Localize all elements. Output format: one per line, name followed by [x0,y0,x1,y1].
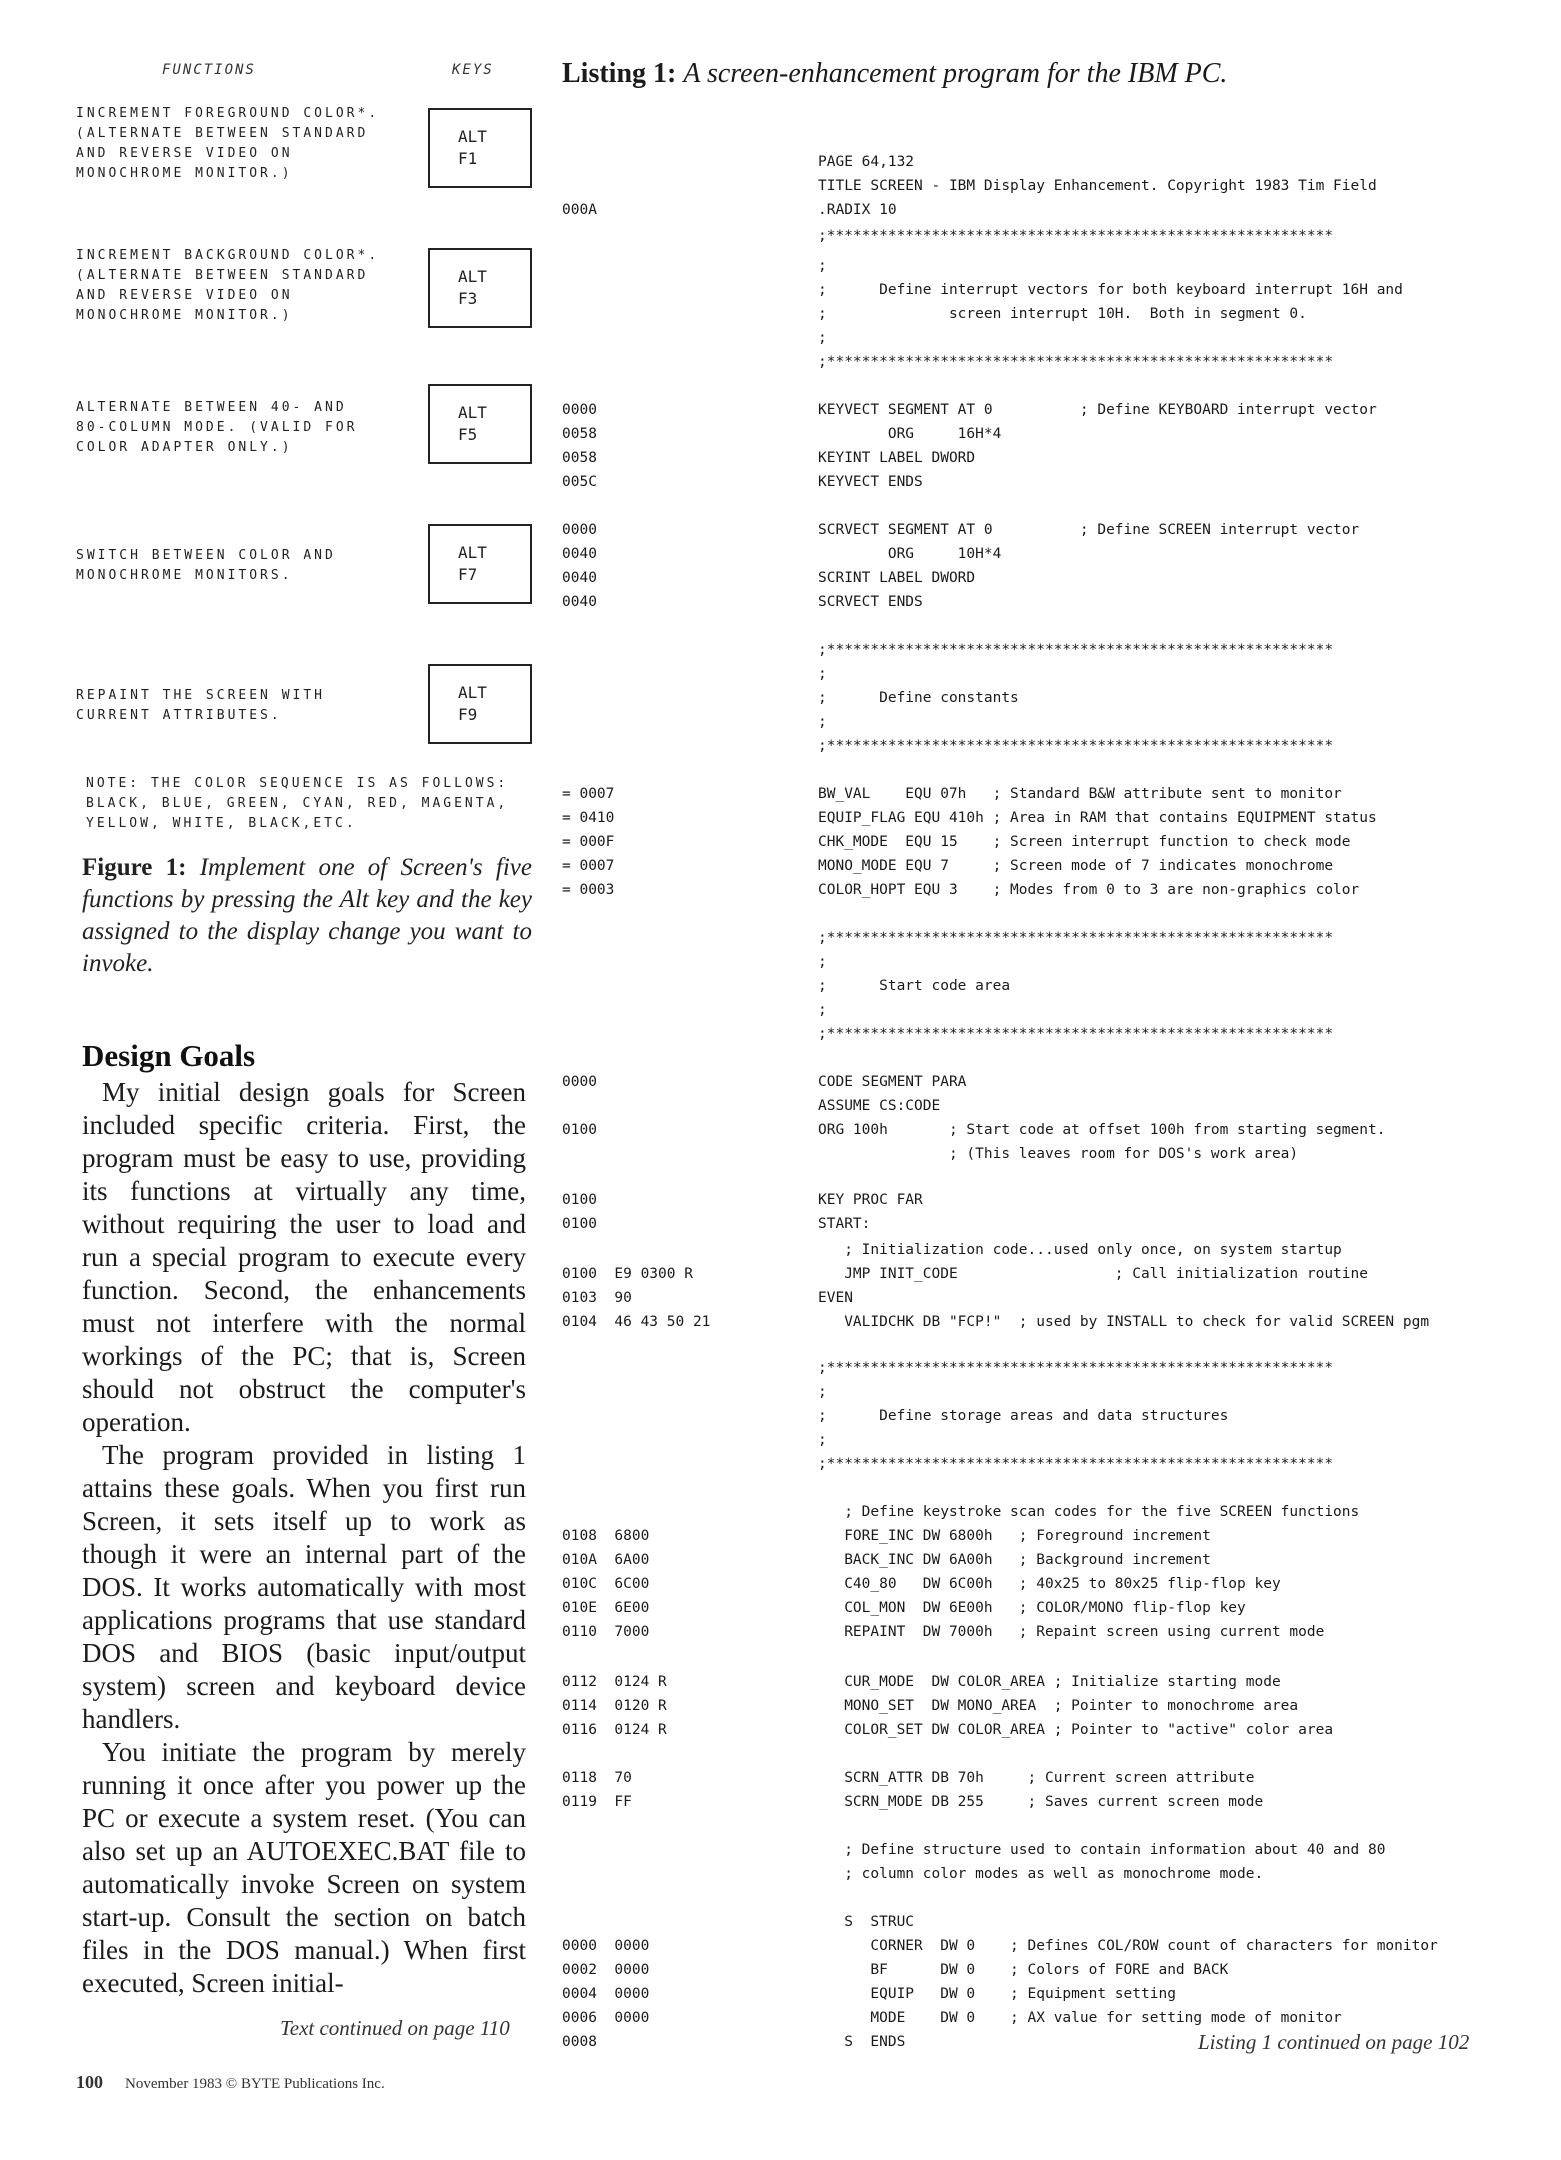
listing-address: 0000 [562,1074,597,1090]
listing-source-line: ;********************************************************** [818,642,1334,658]
key-label: ALT F1 [458,127,487,168]
alt-f9-key [428,664,532,744]
note-label: NOTE: [86,776,141,791]
listing-source-line: ; Initialization code...used only once, on system startup [818,1242,1342,1258]
listing-title-text: A screen-enhancement program for the IBM PC. [683,58,1228,89]
listing-source-line: ; Define keystroke scan codes for the five SCREEN functions [818,1504,1360,1520]
listing-source-line: CORNER DW 0 ; Defines COL/ROW count of characters for monitor [818,1938,1438,1954]
listing-source-line: ; (This leaves room for DOS's work area) [818,1146,1299,1162]
listing-address: 000A [562,202,597,218]
listing-address: 0116 0124 R [562,1722,667,1738]
functions-column-header: FUNCTIONS [162,62,256,78]
listing-source-line: MONO_MODE EQU 7 ; Screen mode of 7 indicates monochrome [818,858,1334,874]
caption-label: Figure 1: [82,854,187,881]
listing-address: 0100 [562,1192,597,1208]
listing-address: 010C 6C00 [562,1576,650,1592]
listing-source-line: START: [818,1216,871,1232]
listing-source-line: S ENDS [818,2034,906,2050]
page-number: 100 [76,2072,103,2092]
listing-source-line: S STRUC [818,1914,915,1930]
listing-address: 010E 6E00 [562,1600,650,1616]
listing-source-line: ; [818,330,827,346]
listing-source-line: KEYINT LABEL DWORD [818,450,976,466]
listing-source-line: EVEN [818,1290,853,1306]
listing-source-line: ;********************************************************** [818,930,1334,946]
paragraph: You initiate the program by merely running it once after you power up the PC or execute a system reset. (You can also set up an AUTOEXEC.BAT file to automatically invoke Screen on system start-up. Consult the section on batch files in the DOS manual.) When first executed, Screen initial- [82,1737,526,1998]
function-switch-monitor-text: SWITCH BETWEEN COLOR AND MONOCHROME MONITORS. [76,548,336,583]
page-footer [76,2072,385,2093]
alt-f1-key [428,108,532,188]
listing-source-line: C40_80 DW 6C00h ; 40x25 to 80x25 flip-flop key [818,1576,1281,1592]
listing-source-line: ; [818,954,827,970]
listing-source-line: SCRN_ATTR DB 70h ; Current screen attribute [818,1770,1255,1786]
listing-address: 0040 [562,594,597,610]
listing-source-line: ; [818,666,827,682]
listing-source-line: PAGE 64,132 [818,154,915,170]
listing-source-line: .RADIX 10 [818,202,897,218]
listing-address: 0108 6800 [562,1528,650,1544]
function-repaint-text: REPAINT THE SCREEN WITH CURRENT ATTRIBUTES. [76,688,326,723]
listing-source-line: CODE SEGMENT PARA [818,1074,967,1090]
listing-address: 0100 [562,1122,597,1138]
key-label: ALT F5 [458,403,487,444]
listing-source-line: FORE_INC DW 6800h ; Foreground increment [818,1528,1211,1544]
note-text: THE COLOR SEQUENCE IS AS FOLLOWS: BLACK, BLUE, GREEN, CYAN, RED, MAGENTA, YELLOW, WHITE, BLACK,ETC. [86,776,509,831]
listing-source-line: ORG 16H*4 [818,426,1002,442]
listing-source-line: ; [818,1002,827,1018]
listing-address: 0100 [562,1216,597,1232]
listing-address: 0006 0000 [562,2010,650,2026]
listing-source-line: COLOR_HOPT EQU 3 ; Modes from 0 to 3 are non-graphics color [818,882,1360,898]
listing-address: 0100 E9 0300 R [562,1266,693,1282]
listing-source-line: SCRINT LABEL DWORD [818,570,976,586]
listing-source-line: ;********************************************************** [818,1456,1334,1472]
article-body [82,1076,526,2000]
listing-address: 0000 0000 [562,1938,650,1954]
listing-source-line: ; Define storage areas and data structures [818,1408,1229,1424]
listing-address: 0058 [562,426,597,442]
listing-source-line: TITLE SCREEN - IBM Display Enhancement. Copyright 1983 Tim Field [818,178,1377,194]
listing-source-line: KEY PROC FAR [818,1192,923,1208]
listing-address: = 000F [562,834,615,850]
listing-source-line: BF DW 0 ; Colors of FORE and BACK [818,1962,1229,1978]
paragraph: The program provided in listing 1 attains these goals. When you first run Screen, it sets itself up to work as though it were an internal part of the DOS. It works automatically with most applications programs that use standard DOS and BIOS (basic input/output system) screen and keyboard device handlers. [82,1440,526,1734]
listing-address: 0040 [562,546,597,562]
listing-source-line: EQUIP DW 0 ; Equipment setting [818,1986,1176,2002]
keys-column-header: KEYS [452,62,494,78]
listing-address: 0004 0000 [562,1986,650,2002]
listing-source-line: SCRN_MODE DB 255 ; Saves current screen mode [818,1794,1264,1810]
listing-source-line: ASSUME CS:CODE [818,1098,941,1114]
listing-title [562,58,1227,90]
listing-continued-note: Listing 1 continued on page 102 [1198,2030,1470,2054]
function-background-text: INCREMENT BACKGROUND COLOR*. (ALTERNATE BETWEEN STANDARD AND REVERSE VIDEO ON MONOCHROME MONITOR.) [76,248,380,323]
listing-source-line: CUR_MODE DW COLOR_AREA ; Initialize starting mode [818,1674,1281,1690]
listing-address: = 0007 [562,786,615,802]
key-label: ALT F9 [458,683,487,724]
key-label: ALT F3 [458,267,487,308]
listing-source-line: JMP INIT_CODE ; Call initialization routine [818,1266,1368,1282]
listing-address: 005C [562,474,597,490]
listing-address: 0040 [562,570,597,586]
listing-source-line: ; Define structure used to contain information about 40 and 80 [818,1842,1386,1858]
listing-source-line: ; [818,258,827,274]
listing-address: 0002 0000 [562,1962,650,1978]
listing-source-line: ; Define interrupt vectors for both keyboard interrupt 16H and [818,282,1403,298]
listing-source-line: ORG 100h ; Start code at offset 100h from starting segment. [818,1122,1386,1138]
listing-source-line: COLOR_SET DW COLOR_AREA ; Pointer to "active" color area [818,1722,1334,1738]
listing-address: 0000 [562,522,597,538]
listing-source-line: ;********************************************************** [818,228,1334,244]
listing-source-line: KEYVECT ENDS [818,474,923,490]
listing-source-line: ;********************************************************** [818,354,1334,370]
listing-address: 0110 7000 [562,1624,650,1640]
listing-source-line: ;********************************************************** [818,738,1334,754]
listing-source-line: ORG 10H*4 [818,546,1002,562]
listing-source-line: BACK_INC DW 6A00h ; Background increment [818,1552,1211,1568]
listing-source-line: ; [818,714,827,730]
listing-source-line: ; column color modes as well as monochrome mode. [818,1866,1264,1882]
listing-source-line: ; screen interrupt 10H. Both in segment 0. [818,306,1307,322]
footer-copyright: November 1983 © BYTE Publications Inc. [125,2076,385,2092]
listing-label: Listing 1: [562,58,677,89]
listing-address: 0114 0120 R [562,1698,667,1714]
listing-source-line: BW_VAL EQU 07h ; Standard B&W attribute sent to monitor [818,786,1342,802]
listing-address: 0118 70 [562,1770,632,1786]
caption-text: Implement one of Screen's five functions by pressing the Alt key and the key assigned to the display change you want to invoke. [82,854,532,977]
listing-address: 0008 [562,2034,597,2050]
listing-source-line: ;********************************************************** [818,1360,1334,1376]
listing-source-line: SCRVECT SEGMENT AT 0 ; Define SCREEN interrupt vector [818,522,1360,538]
listing-address: 0112 0124 R [562,1674,667,1690]
figure-caption [82,852,532,980]
paragraph: My initial design goals for Screen included specific criteria. First, the program must be easy to use, providing its functions at virtually any time, without requiring the user to load and run a special program to execute every function. Second, the enhancements must not interfere with the normal workings of the PC; that is, Screen should not obstruct the computer's operation. [82,1077,526,1437]
listing-source-line: COL_MON DW 6E00h ; COLOR/MONO flip-flop key [818,1600,1246,1616]
listing-address: = 0003 [562,882,615,898]
listing-source-line: ; Start code area [818,978,1011,994]
listing-source-line: ;********************************************************** [818,1026,1334,1042]
function-column-mode-text: ALTERNATE BETWEEN 40- AND 80-COLUMN MODE. (VALID FOR COLOR ADAPTER ONLY.) [76,400,358,455]
listing-address: 0104 46 43 50 21 [562,1314,711,1330]
alt-f3-key [428,248,532,328]
listing-source-line: ; Define constants [818,690,1019,706]
listing-source-line: EQUIP_FLAG EQU 410h ; Area in RAM that contains EQUIPMENT status [818,810,1377,826]
alt-f5-key [428,384,532,464]
section-heading: Design Goals [82,1038,256,1073]
key-label: ALT F7 [458,543,487,584]
listing-source-line: ; [818,1384,827,1400]
listing-source-line: SCRVECT ENDS [818,594,923,610]
listing-source-line: KEYVECT SEGMENT AT 0 ; Define KEYBOARD interrupt vector [818,402,1377,418]
listing-address: 0119 FF [562,1794,632,1810]
listing-source-line: MONO_SET DW MONO_AREA ; Pointer to monochrome area [818,1698,1299,1714]
listing-address: = 0007 [562,858,615,874]
listing-source-line: VALIDCHK DB "FCP!" ; used by INSTALL to check for valid SCREEN pgm [818,1314,1430,1330]
listing-source-line: CHK_MODE EQU 15 ; Screen interrupt function to check mode [818,834,1351,850]
text-continued-note: Text continued on page 110 [280,2016,510,2040]
listing-source-line: ; [818,1432,827,1448]
listing-address: 0103 90 [562,1290,632,1306]
color-sequence-note [86,774,536,834]
listing-address: 010A 6A00 [562,1552,650,1568]
listing-address: 0058 [562,450,597,466]
alt-f7-key [428,524,532,604]
listing-address: = 0410 [562,810,615,826]
listing-address: 0000 [562,402,597,418]
listing-source-line: REPAINT DW 7000h ; Repaint screen using current mode [818,1624,1325,1640]
function-foreground-text: INCREMENT FOREGROUND COLOR*. (ALTERNATE BETWEEN STANDARD AND REVERSE VIDEO ON MONOCHROME MONITOR.) [76,106,380,181]
listing-source-line: MODE DW 0 ; AX value for setting mode of monitor [818,2010,1342,2026]
